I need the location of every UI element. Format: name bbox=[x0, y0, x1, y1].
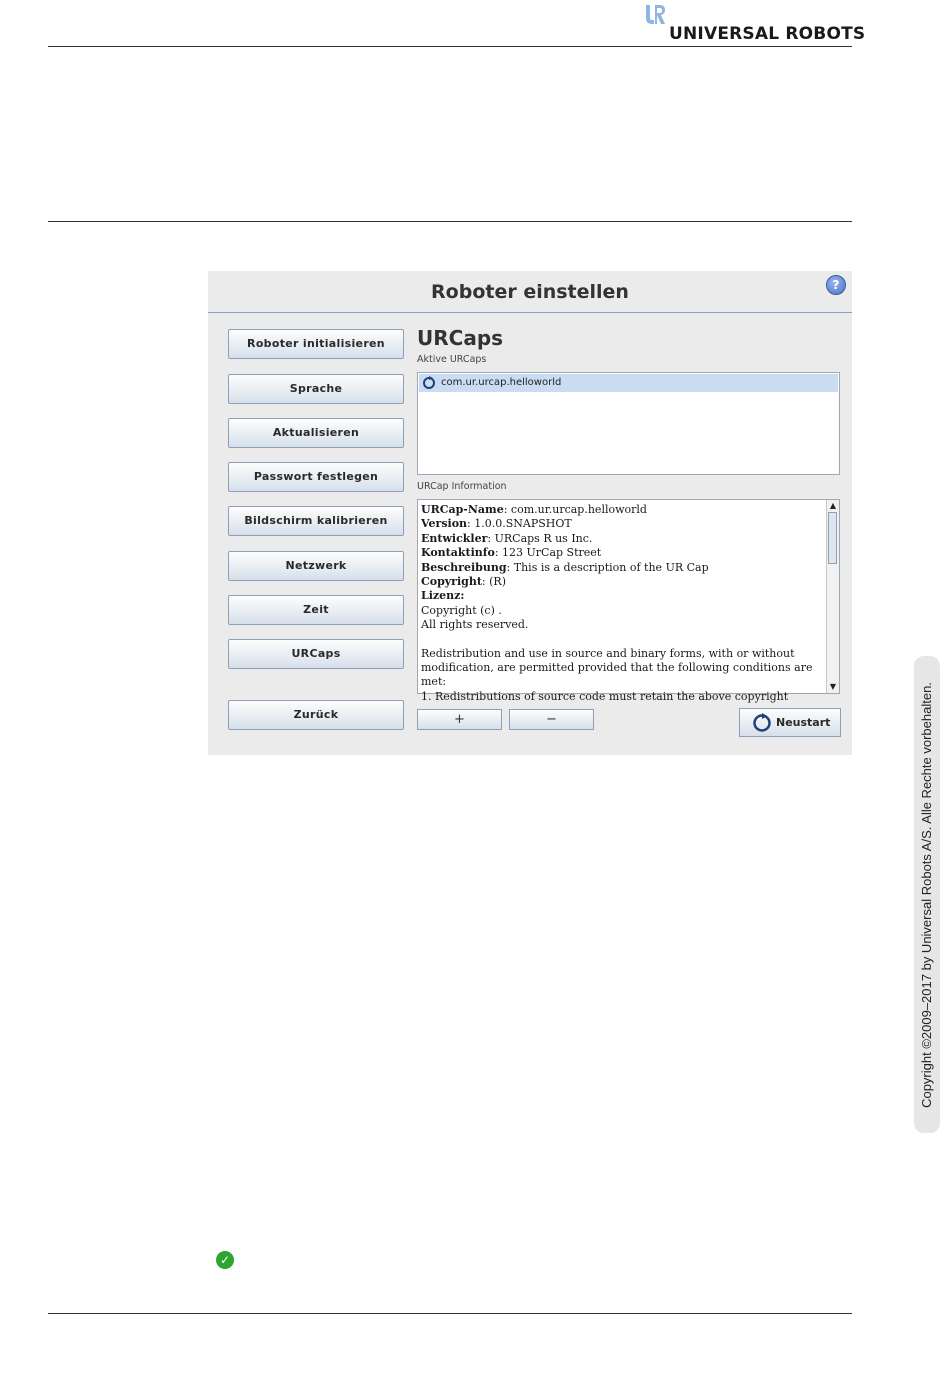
scrollbar-thumb[interactable] bbox=[828, 512, 837, 564]
back-button[interactable]: Zurück bbox=[228, 700, 404, 730]
active-urcaps-label: Aktive URCaps bbox=[417, 354, 487, 365]
version-label: Version bbox=[421, 517, 468, 531]
copyright-label: Copyright bbox=[421, 575, 482, 589]
contact-value: 123 UrCap Street bbox=[502, 546, 602, 560]
side-copyright-text: Copyright ©2009–2017 by Universal Robots A/S. Alle Rechte vorbehalten. bbox=[919, 682, 934, 1108]
restart-button[interactable] bbox=[739, 708, 841, 737]
scroll-down-icon[interactable]: ▼ bbox=[829, 682, 837, 691]
nav-button-calibrate-screen[interactable]: Bildschirm kalibrieren bbox=[228, 506, 404, 536]
restart-button-label: Neustart bbox=[776, 716, 831, 729]
question-mark-icon[interactable]: ? bbox=[826, 275, 846, 295]
active-urcaps-list[interactable] bbox=[417, 372, 840, 475]
header-rule bbox=[48, 46, 852, 47]
urcap-information-text: URCap-Name: com.ur.urcap.helloworld Version: 1.0.0.SNAPSHOT Entwickler: URCaps R us Inc. Kontaktinfo: 123 UrCap Street Beschreibung: This is a description of the UR Cap Copyright: (R) Lizenz: Copyright (c) . All rights reserved. Redistribution and use in source and binary forms, with or without modification, are permitted provided that the following conditions are met: 1. Redistributions of source code must retain the above copyright bbox=[421, 503, 821, 704]
nav-button-set-password[interactable]: Passwort festlegen bbox=[228, 462, 404, 492]
urcap-name-value: com.ur.urcap.helloworld bbox=[510, 503, 647, 516]
nav-button-initialize-robot[interactable]: Roboter initialisieren bbox=[228, 329, 404, 359]
section-title: URCaps bbox=[417, 326, 504, 350]
side-copyright-tab bbox=[914, 656, 940, 1133]
urcap-information-label: URCap Information bbox=[417, 481, 507, 492]
nav-button-language[interactable]: Sprache bbox=[228, 374, 404, 404]
logo-wordmark: UNIVERSAL ROBOTS bbox=[669, 24, 866, 44]
info-scrollbar[interactable] bbox=[826, 500, 839, 693]
list-item[interactable] bbox=[419, 374, 838, 392]
restart-icon bbox=[422, 376, 436, 390]
license-label: Lizenz: bbox=[421, 589, 465, 603]
license-line: Copyright (c) . bbox=[421, 603, 502, 617]
nav-button-update[interactable]: Aktualisieren bbox=[228, 418, 404, 448]
license-paragraph-line: met: bbox=[421, 675, 447, 689]
ur-logo-icon bbox=[644, 4, 666, 26]
developer-label: Entwickler bbox=[421, 531, 488, 545]
check-circle-icon: ✓ bbox=[216, 1251, 234, 1269]
description-value: This is a description of the UR Cap bbox=[513, 560, 709, 574]
footer-rule bbox=[48, 1313, 852, 1314]
screen-title: Roboter einstellen bbox=[431, 281, 629, 303]
restart-icon bbox=[752, 713, 772, 733]
license-line: All rights reserved. bbox=[421, 618, 529, 632]
title-divider bbox=[208, 312, 852, 313]
urcap-name: com.ur.urcap.helloworld bbox=[441, 377, 562, 388]
license-paragraph-line: modification, are permitted provided that the following conditions are bbox=[421, 661, 813, 675]
urcap-name-label: URCap-Name bbox=[421, 503, 504, 516]
add-urcap-button[interactable]: + bbox=[417, 709, 502, 730]
scroll-up-icon[interactable]: ▲ bbox=[829, 501, 837, 510]
nav-button-urcaps[interactable]: URCaps bbox=[228, 639, 404, 669]
universal-robots-logo bbox=[644, 4, 866, 44]
contact-label: Kontaktinfo bbox=[421, 546, 495, 560]
remove-urcap-button[interactable]: − bbox=[509, 709, 594, 730]
setup-robot-screen bbox=[208, 271, 852, 755]
section-rule bbox=[48, 221, 852, 222]
license-paragraph-line: 1. Redistributions of source code must retain the above copyright bbox=[421, 689, 789, 703]
urcap-information-box[interactable] bbox=[417, 499, 840, 703]
developer-value: URCaps R us Inc. bbox=[494, 531, 593, 545]
version-value: 1.0.0.SNAPSHOT bbox=[474, 517, 572, 531]
license-paragraph-line: Redistribution and use in source and binary forms, with or without bbox=[421, 646, 795, 660]
description-label: Beschreibung bbox=[421, 560, 507, 574]
nav-button-time[interactable]: Zeit bbox=[228, 595, 404, 625]
nav-button-network[interactable]: Netzwerk bbox=[228, 551, 404, 581]
copyright-value: (R) bbox=[489, 575, 506, 589]
